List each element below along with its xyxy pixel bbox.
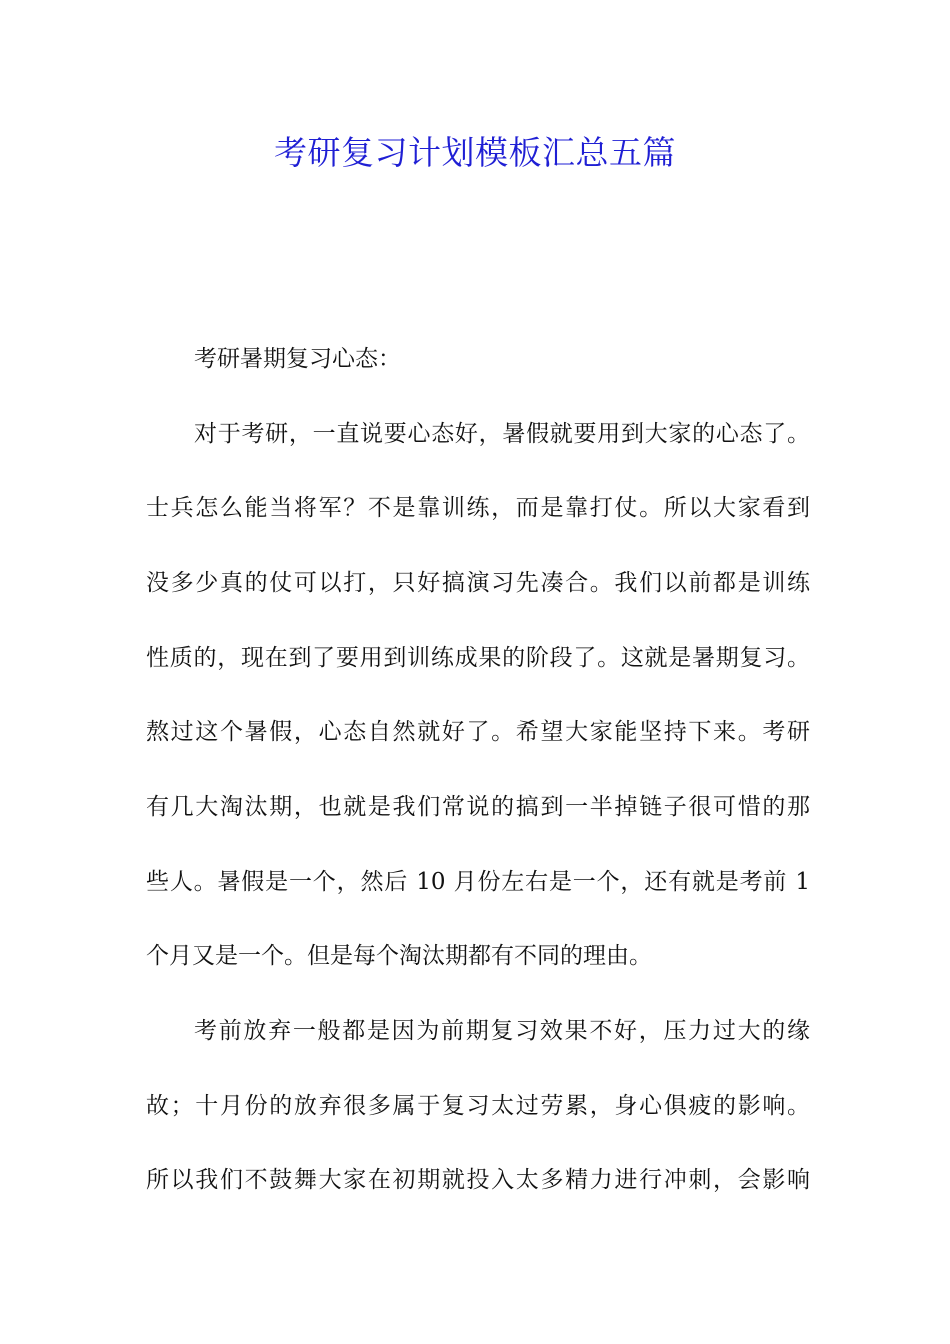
text-line: 没多少真的仗可以打，只好搞演习先凑合。我们以前都是训练 — [146, 570, 810, 596]
text-line: 个月又是一个。但是每个淘汰期都有不同的理由。 — [146, 943, 652, 969]
text-line: 考前放弃一般都是因为前期复习效果不好，压力过大的缘 — [194, 1018, 810, 1044]
text-line: 熬过这个暑假，心态自然就好了。希望大家能坚持下来。考研 — [146, 719, 810, 745]
document-title: 考研复习计划模板汇总五篇 — [274, 133, 676, 172]
text-line: 对于考研，一直说要心态好，暑假就要用到大家的心态了。 — [194, 421, 810, 447]
text-line: 所以我们不鼓舞大家在初期就投入太多精力进行冲刺，会影响 — [146, 1167, 810, 1193]
text-line: 故；十月份的放弃很多属于复习太过劳累，身心俱疲的影响。 — [146, 1093, 810, 1119]
text-line: 性质的，现在到了要用到训练成果的阶段了。这就是暑期复习。 — [146, 645, 810, 671]
text-line: 士兵怎么能当将军？不是靠训练，而是靠打仗。所以大家看到 — [146, 495, 810, 521]
paragraph-heading: 考研暑期复习心态： — [194, 346, 401, 372]
text-line: 些人。暑假是一个，然后 10 月份左右是一个，还有就是考前 1 — [146, 869, 810, 895]
text-line: 有几大淘汰期，也就是我们常说的搞到一半掉链子很可惜的那 — [146, 794, 810, 820]
